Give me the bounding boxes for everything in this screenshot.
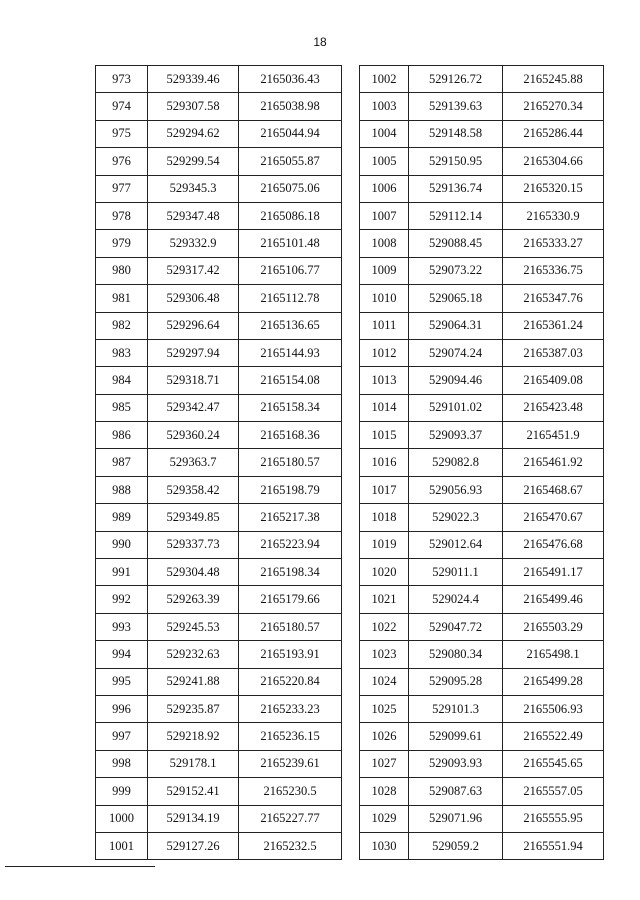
table-row <box>360 202 604 229</box>
table-row <box>96 668 342 695</box>
point-number-cell: 978 <box>96 202 148 229</box>
table-row <box>96 339 342 366</box>
x-coordinate-cell: 529363.7 <box>148 449 239 476</box>
table-row <box>96 93 342 120</box>
table-row <box>360 504 604 531</box>
point-number-cell: 1010 <box>360 285 409 312</box>
x-coordinate-cell: 529094.46 <box>409 367 503 394</box>
x-coordinate-cell: 529299.54 <box>148 148 239 175</box>
point-number-cell: 1020 <box>360 559 409 586</box>
table-row <box>96 641 342 668</box>
point-number-cell: 1018 <box>360 504 409 531</box>
point-number-cell: 976 <box>96 148 148 175</box>
table-row <box>96 504 342 531</box>
point-number-cell: 979 <box>96 230 148 257</box>
x-coordinate-cell: 529126.72 <box>409 66 503 93</box>
coordinates-table-right <box>359 65 604 860</box>
x-coordinate-cell: 529095.28 <box>409 668 503 695</box>
y-coordinate-cell: 2165179.66 <box>239 586 342 613</box>
table-row <box>96 832 342 859</box>
y-coordinate-cell: 2165144.93 <box>239 339 342 366</box>
x-coordinate-cell: 529306.48 <box>148 285 239 312</box>
y-coordinate-cell: 2165038.98 <box>239 93 342 120</box>
x-coordinate-cell: 529101.3 <box>409 695 503 722</box>
point-number-cell: 974 <box>96 93 148 120</box>
y-coordinate-cell: 2165270.34 <box>503 93 604 120</box>
x-coordinate-cell: 529241.88 <box>148 668 239 695</box>
point-number-cell: 1009 <box>360 257 409 284</box>
coordinates-table-left-body <box>96 66 342 860</box>
x-coordinate-cell: 529232.63 <box>148 641 239 668</box>
x-coordinate-cell: 529139.63 <box>409 93 503 120</box>
table-row <box>360 531 604 558</box>
y-coordinate-cell: 2165136.65 <box>239 312 342 339</box>
table-row <box>96 559 342 586</box>
x-coordinate-cell: 529349.85 <box>148 504 239 531</box>
x-coordinate-cell: 529087.63 <box>409 778 503 805</box>
point-number-cell: 1016 <box>360 449 409 476</box>
table-row <box>360 723 604 750</box>
point-number-cell: 1006 <box>360 175 409 202</box>
table-row <box>360 175 604 202</box>
y-coordinate-cell: 2165491.17 <box>503 559 604 586</box>
y-coordinate-cell: 2165233.23 <box>239 695 342 722</box>
point-number-cell: 999 <box>96 778 148 805</box>
y-coordinate-cell: 2165320.15 <box>503 175 604 202</box>
point-number-cell: 1028 <box>360 778 409 805</box>
y-coordinate-cell: 2165557.05 <box>503 778 604 805</box>
table-row <box>360 66 604 93</box>
y-coordinate-cell: 2165236.15 <box>239 723 342 750</box>
y-coordinate-cell: 2165154.08 <box>239 367 342 394</box>
page-number: 18 <box>313 35 327 49</box>
table-row <box>96 449 342 476</box>
point-number-cell: 982 <box>96 312 148 339</box>
point-number-cell: 1005 <box>360 148 409 175</box>
point-number-cell: 1022 <box>360 613 409 640</box>
y-coordinate-cell: 2165168.36 <box>239 422 342 449</box>
point-number-cell: 1012 <box>360 339 409 366</box>
x-coordinate-cell: 529342.47 <box>148 394 239 421</box>
x-coordinate-cell: 529294.62 <box>148 120 239 147</box>
table-row <box>360 449 604 476</box>
table-row <box>360 750 604 777</box>
coordinates-table-right-body <box>360 66 604 860</box>
x-coordinate-cell: 529317.42 <box>148 257 239 284</box>
coordinates-table-left <box>95 65 342 860</box>
point-number-cell: 990 <box>96 531 148 558</box>
table-row <box>360 257 604 284</box>
table-row <box>360 93 604 120</box>
point-number-cell: 993 <box>96 613 148 640</box>
point-number-cell: 1002 <box>360 66 409 93</box>
table-row <box>96 613 342 640</box>
y-coordinate-cell: 2165075.06 <box>239 175 342 202</box>
point-number-cell: 1000 <box>96 805 148 832</box>
table-row <box>96 148 342 175</box>
point-number-cell: 977 <box>96 175 148 202</box>
x-coordinate-cell: 529071.96 <box>409 805 503 832</box>
point-number-cell: 986 <box>96 422 148 449</box>
x-coordinate-cell: 529047.72 <box>409 613 503 640</box>
table-row <box>96 66 342 93</box>
table-row <box>96 695 342 722</box>
x-coordinate-cell: 529245.53 <box>148 613 239 640</box>
x-coordinate-cell: 529347.48 <box>148 202 239 229</box>
footnote-separator <box>5 866 155 867</box>
table-row <box>360 641 604 668</box>
x-coordinate-cell: 529074.24 <box>409 339 503 366</box>
y-coordinate-cell: 2165101.48 <box>239 230 342 257</box>
table-row <box>96 257 342 284</box>
y-coordinate-cell: 2165217.38 <box>239 504 342 531</box>
point-number-cell: 975 <box>96 120 148 147</box>
x-coordinate-cell: 529337.73 <box>148 531 239 558</box>
table-row <box>360 422 604 449</box>
x-coordinate-cell: 529134.19 <box>148 805 239 832</box>
table-row <box>96 778 342 805</box>
x-coordinate-cell: 529235.87 <box>148 695 239 722</box>
table-row <box>360 339 604 366</box>
table-row <box>360 230 604 257</box>
y-coordinate-cell: 2165230.5 <box>239 778 342 805</box>
table-row <box>360 805 604 832</box>
x-coordinate-cell: 529263.39 <box>148 586 239 613</box>
x-coordinate-cell: 529022.3 <box>409 504 503 531</box>
table-row <box>96 586 342 613</box>
table-row <box>360 476 604 503</box>
table-row <box>360 559 604 586</box>
table-row <box>96 805 342 832</box>
point-number-cell: 1017 <box>360 476 409 503</box>
y-coordinate-cell: 2165245.88 <box>503 66 604 93</box>
point-number-cell: 1004 <box>360 120 409 147</box>
table-row <box>360 778 604 805</box>
point-number-cell: 995 <box>96 668 148 695</box>
table-row <box>360 613 604 640</box>
y-coordinate-cell: 2165180.57 <box>239 449 342 476</box>
y-coordinate-cell: 2165333.27 <box>503 230 604 257</box>
table-row <box>96 312 342 339</box>
table-row <box>96 394 342 421</box>
y-coordinate-cell: 2165336.75 <box>503 257 604 284</box>
y-coordinate-cell: 2165361.24 <box>503 312 604 339</box>
point-number-cell: 985 <box>96 394 148 421</box>
x-coordinate-cell: 529088.45 <box>409 230 503 257</box>
point-number-cell: 992 <box>96 586 148 613</box>
y-coordinate-cell: 2165223.94 <box>239 531 342 558</box>
point-number-cell: 1023 <box>360 641 409 668</box>
y-coordinate-cell: 2165286.44 <box>503 120 604 147</box>
x-coordinate-cell: 529297.94 <box>148 339 239 366</box>
y-coordinate-cell: 2165387.03 <box>503 339 604 366</box>
table-row <box>96 230 342 257</box>
y-coordinate-cell: 2165499.28 <box>503 668 604 695</box>
y-coordinate-cell: 2165347.76 <box>503 285 604 312</box>
point-number-cell: 1019 <box>360 531 409 558</box>
table-row <box>96 285 342 312</box>
table-row <box>360 312 604 339</box>
y-coordinate-cell: 2165423.48 <box>503 394 604 421</box>
table-row <box>360 367 604 394</box>
x-coordinate-cell: 529307.58 <box>148 93 239 120</box>
table-row <box>360 285 604 312</box>
x-coordinate-cell: 529065.18 <box>409 285 503 312</box>
table-row <box>360 120 604 147</box>
x-coordinate-cell: 529136.74 <box>409 175 503 202</box>
table-row <box>360 148 604 175</box>
y-coordinate-cell: 2165476.68 <box>503 531 604 558</box>
y-coordinate-cell: 2165158.34 <box>239 394 342 421</box>
point-number-cell: 997 <box>96 723 148 750</box>
y-coordinate-cell: 2165180.57 <box>239 613 342 640</box>
point-number-cell: 998 <box>96 750 148 777</box>
x-coordinate-cell: 529150.95 <box>409 148 503 175</box>
x-coordinate-cell: 529127.26 <box>148 832 239 859</box>
point-number-cell: 996 <box>96 695 148 722</box>
x-coordinate-cell: 529332.9 <box>148 230 239 257</box>
y-coordinate-cell: 2165055.87 <box>239 148 342 175</box>
y-coordinate-cell: 2165036.43 <box>239 66 342 93</box>
y-coordinate-cell: 2165193.91 <box>239 641 342 668</box>
point-number-cell: 994 <box>96 641 148 668</box>
point-number-cell: 989 <box>96 504 148 531</box>
x-coordinate-cell: 529304.48 <box>148 559 239 586</box>
table-row <box>96 202 342 229</box>
x-coordinate-cell: 529093.37 <box>409 422 503 449</box>
x-coordinate-cell: 529339.46 <box>148 66 239 93</box>
table-row <box>360 668 604 695</box>
x-coordinate-cell: 529296.64 <box>148 312 239 339</box>
x-coordinate-cell: 529024.4 <box>409 586 503 613</box>
point-number-cell: 1003 <box>360 93 409 120</box>
x-coordinate-cell: 529345.3 <box>148 175 239 202</box>
x-coordinate-cell: 529152.41 <box>148 778 239 805</box>
x-coordinate-cell: 529358.42 <box>148 476 239 503</box>
table-row <box>96 531 342 558</box>
y-coordinate-cell: 2165409.08 <box>503 367 604 394</box>
y-coordinate-cell: 2165227.77 <box>239 805 342 832</box>
x-coordinate-cell: 529178.1 <box>148 750 239 777</box>
y-coordinate-cell: 2165239.61 <box>239 750 342 777</box>
y-coordinate-cell: 2165232.5 <box>239 832 342 859</box>
point-number-cell: 1001 <box>96 832 148 859</box>
y-coordinate-cell: 2165220.84 <box>239 668 342 695</box>
y-coordinate-cell: 2165044.94 <box>239 120 342 147</box>
point-number-cell: 983 <box>96 339 148 366</box>
x-coordinate-cell: 529101.02 <box>409 394 503 421</box>
point-number-cell: 1008 <box>360 230 409 257</box>
point-number-cell: 1026 <box>360 723 409 750</box>
x-coordinate-cell: 529099.61 <box>409 723 503 750</box>
point-number-cell: 981 <box>96 285 148 312</box>
x-coordinate-cell: 529318.71 <box>148 367 239 394</box>
y-coordinate-cell: 2165198.34 <box>239 559 342 586</box>
y-coordinate-cell: 2165503.29 <box>503 613 604 640</box>
y-coordinate-cell: 2165551.94 <box>503 832 604 859</box>
y-coordinate-cell: 2165555.95 <box>503 805 604 832</box>
table-row <box>96 120 342 147</box>
x-coordinate-cell: 529056.93 <box>409 476 503 503</box>
point-number-cell: 1014 <box>360 394 409 421</box>
y-coordinate-cell: 2165106.77 <box>239 257 342 284</box>
point-number-cell: 984 <box>96 367 148 394</box>
point-number-cell: 973 <box>96 66 148 93</box>
table-row <box>360 586 604 613</box>
x-coordinate-cell: 529073.22 <box>409 257 503 284</box>
x-coordinate-cell: 529064.31 <box>409 312 503 339</box>
y-coordinate-cell: 2165522.49 <box>503 723 604 750</box>
table-row <box>360 394 604 421</box>
point-number-cell: 1024 <box>360 668 409 695</box>
x-coordinate-cell: 529148.58 <box>409 120 503 147</box>
y-coordinate-cell: 2165545.65 <box>503 750 604 777</box>
y-coordinate-cell: 2165198.79 <box>239 476 342 503</box>
point-number-cell: 1013 <box>360 367 409 394</box>
y-coordinate-cell: 2165112.78 <box>239 285 342 312</box>
y-coordinate-cell: 2165499.46 <box>503 586 604 613</box>
y-coordinate-cell: 2165086.18 <box>239 202 342 229</box>
y-coordinate-cell: 2165470.67 <box>503 504 604 531</box>
point-number-cell: 991 <box>96 559 148 586</box>
point-number-cell: 1025 <box>360 695 409 722</box>
table-row <box>96 750 342 777</box>
y-coordinate-cell: 2165468.67 <box>503 476 604 503</box>
table-row <box>360 695 604 722</box>
table-row <box>96 422 342 449</box>
table-row <box>96 723 342 750</box>
y-coordinate-cell: 2165451.9 <box>503 422 604 449</box>
y-coordinate-cell: 2165304.66 <box>503 148 604 175</box>
table-row <box>96 367 342 394</box>
y-coordinate-cell: 2165498.1 <box>503 641 604 668</box>
y-coordinate-cell: 2165330.9 <box>503 202 604 229</box>
point-number-cell: 1015 <box>360 422 409 449</box>
x-coordinate-cell: 529360.24 <box>148 422 239 449</box>
y-coordinate-cell: 2165461.92 <box>503 449 604 476</box>
x-coordinate-cell: 529082.8 <box>409 449 503 476</box>
point-number-cell: 987 <box>96 449 148 476</box>
point-number-cell: 1027 <box>360 750 409 777</box>
point-number-cell: 1007 <box>360 202 409 229</box>
x-coordinate-cell: 529059.2 <box>409 832 503 859</box>
x-coordinate-cell: 529080.34 <box>409 641 503 668</box>
point-number-cell: 980 <box>96 257 148 284</box>
x-coordinate-cell: 529218.92 <box>148 723 239 750</box>
point-number-cell: 1021 <box>360 586 409 613</box>
point-number-cell: 988 <box>96 476 148 503</box>
point-number-cell: 1029 <box>360 805 409 832</box>
x-coordinate-cell: 529093.93 <box>409 750 503 777</box>
x-coordinate-cell: 529112.14 <box>409 202 503 229</box>
point-number-cell: 1011 <box>360 312 409 339</box>
table-row <box>360 832 604 859</box>
y-coordinate-cell: 2165506.93 <box>503 695 604 722</box>
point-number-cell: 1030 <box>360 832 409 859</box>
table-row <box>96 175 342 202</box>
x-coordinate-cell: 529012.64 <box>409 531 503 558</box>
x-coordinate-cell: 529011.1 <box>409 559 503 586</box>
table-row <box>96 476 342 503</box>
